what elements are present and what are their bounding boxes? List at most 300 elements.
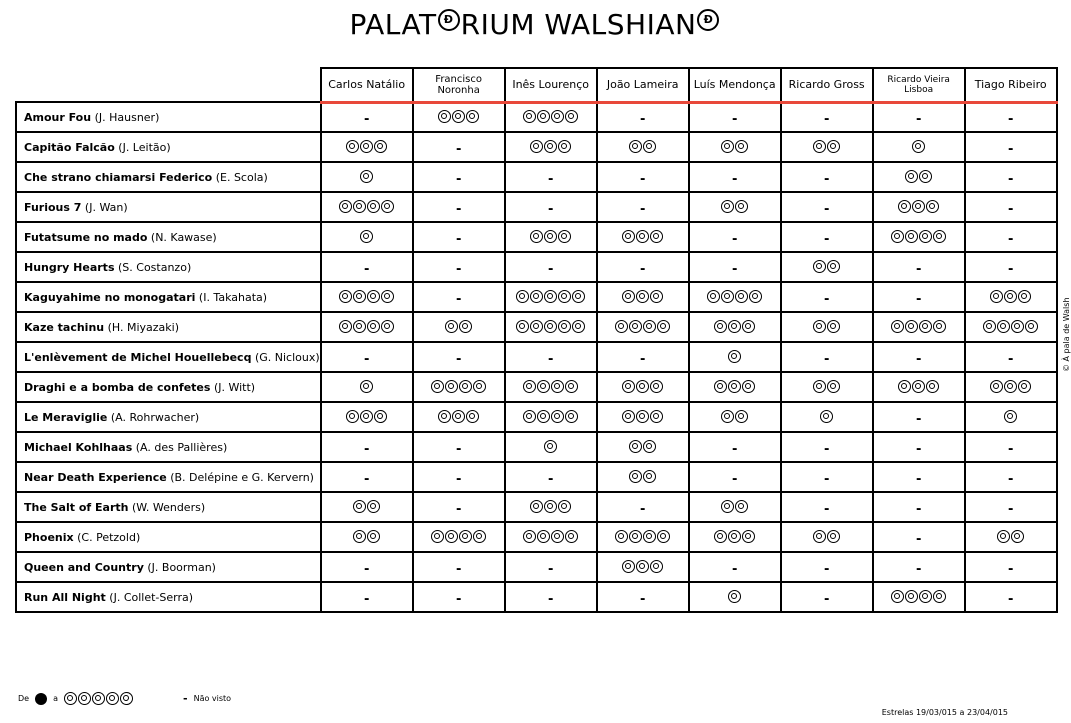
film-cell: [16, 282, 321, 312]
legend: [18, 692, 231, 705]
walsh-star-icon: [813, 380, 826, 393]
walsh-star-icon: [78, 692, 91, 705]
walsh-star-icon: [106, 692, 119, 705]
walsh-star-icon: [452, 410, 465, 423]
not-seen-dash: -: [823, 171, 830, 187]
film-cell: [16, 522, 321, 552]
title-part-2: RIUM WALSHIAN: [460, 8, 697, 41]
star-rating: [622, 230, 663, 243]
walsh-star-icon: [346, 140, 359, 153]
walsh-star-icon: [459, 380, 472, 393]
not-seen-dash: -: [363, 111, 370, 127]
walsh-star-icon: [933, 320, 946, 333]
film-cell: [16, 162, 321, 192]
star-rating: [516, 320, 585, 333]
walsh-star-icon: [537, 410, 550, 423]
rating-cell: [413, 162, 505, 192]
walsh-star-icon: [919, 170, 932, 183]
walsh-star-icon: [1004, 380, 1017, 393]
not-seen-dash: -: [823, 291, 830, 307]
rating-cell: [413, 312, 505, 342]
rating-cell: [781, 522, 873, 552]
not-seen-dash: -: [363, 561, 370, 577]
walsh-star-icon: [990, 290, 1003, 303]
walsh-star-icon: [721, 500, 734, 513]
not-seen-dash: -: [455, 591, 462, 607]
walsh-star-icon: [572, 320, 585, 333]
walsh-star-icon: [558, 290, 571, 303]
not-seen-dash: -: [1007, 261, 1014, 277]
rating-cell: [965, 282, 1057, 312]
star-rating: [360, 380, 373, 393]
rating-cell: [873, 522, 965, 552]
rating-cell: [413, 372, 505, 402]
not-seen-dash: -: [547, 201, 554, 217]
rating-cell: [321, 252, 413, 282]
film-cell: [16, 132, 321, 162]
rating-cell: [505, 162, 597, 192]
star-rating: [360, 170, 373, 183]
film-title: Le Meraviglie: [24, 410, 108, 424]
star-rating: [523, 530, 578, 543]
not-seen-dash: -: [639, 111, 646, 127]
film-title: Capitão Falcão: [24, 140, 115, 154]
walsh-star-icon: [721, 140, 734, 153]
rating-cell: [413, 522, 505, 552]
film-director: (J. Boorman): [147, 560, 216, 574]
film-cell: [16, 372, 321, 402]
not-seen-dash: -: [363, 351, 370, 367]
rating-cell: [597, 552, 689, 582]
walsh-star-icon: [905, 170, 918, 183]
walsh-star-icon: [445, 320, 458, 333]
star-rating: [629, 470, 656, 483]
not-seen-dash: -: [823, 351, 830, 367]
rating-cell: [321, 522, 413, 552]
walsh-star-icon: [926, 380, 939, 393]
copyright-text: © À pala de Walsh: [1062, 297, 1071, 372]
star-rating: [983, 320, 1038, 333]
walsh-star-icon: [735, 500, 748, 513]
not-seen-dash: -: [1007, 501, 1014, 517]
walsh-star-icon: [650, 380, 663, 393]
film-director: (N. Kawase): [150, 230, 217, 244]
rating-cell: [321, 552, 413, 582]
walsh-star-icon: [650, 410, 663, 423]
not-seen-dash: -: [915, 111, 922, 127]
rating-cell: [873, 282, 965, 312]
star-rating: [360, 230, 373, 243]
walsh-star-icon: [735, 200, 748, 213]
legend-not-seen-label: Não visto: [193, 694, 232, 703]
walsh-star-icon: [530, 500, 543, 513]
walsh-star-icon: [997, 530, 1010, 543]
not-seen-dash: -: [547, 471, 554, 487]
walsh-star-icon: [431, 380, 444, 393]
table-row: [16, 342, 1057, 372]
walsh-star-icon: [572, 290, 585, 303]
not-seen-dash: -: [915, 411, 922, 427]
not-seen-dash: -: [915, 441, 922, 457]
table-row: [16, 132, 1057, 162]
walsh-star-icon: [622, 290, 635, 303]
walsh-star-icon: [431, 530, 444, 543]
rating-cell: [781, 402, 873, 432]
film-title: Hungry Hearts: [24, 260, 115, 274]
rating-cell: [781, 462, 873, 492]
star-rating: [353, 530, 380, 543]
walsh-star-icon: [891, 320, 904, 333]
walsh-star-icon: [353, 530, 366, 543]
walsh-star-icon: [615, 530, 628, 543]
rating-cell: [873, 462, 965, 492]
footer-dates: Estrelas 19/03/015 a 23/04/015: [881, 708, 1008, 717]
rating-cell: [413, 432, 505, 462]
rating-cell: [505, 402, 597, 432]
walsh-star-icon: [721, 200, 734, 213]
walsh-star-icon: [905, 590, 918, 603]
not-seen-dash: -: [823, 441, 830, 457]
walsh-star-icon: [537, 380, 550, 393]
rating-cell: [597, 312, 689, 342]
star-rating: [721, 140, 748, 153]
walsh-star-icon: [1025, 320, 1038, 333]
not-seen-dash: -: [1007, 231, 1014, 247]
walsh-star-icon: [374, 410, 387, 423]
film-director: (J. Witt): [213, 380, 256, 394]
walsh-star-icon: [827, 320, 840, 333]
not-seen-dash: -: [547, 261, 554, 277]
walsh-star-icon: [346, 410, 359, 423]
walsh-star-icon: [742, 530, 755, 543]
star-rating: [912, 140, 925, 153]
star-rating: [728, 350, 741, 363]
walsh-star-icon: [813, 530, 826, 543]
not-seen-dash: -: [823, 591, 830, 607]
rating-cell: [689, 342, 781, 372]
not-seen-dash: -: [455, 561, 462, 577]
rating-cell: [321, 102, 413, 132]
table-row: [16, 492, 1057, 522]
star-rating: [813, 140, 840, 153]
walsh-star-icon: [742, 320, 755, 333]
legend-five-stars: [64, 692, 133, 705]
walsh-star-icon: [643, 140, 656, 153]
walsh-star-icon: [353, 320, 366, 333]
walsh-star-icon: [813, 320, 826, 333]
rating-cell: [505, 312, 597, 342]
walsh-star-icon: [64, 692, 77, 705]
star-rating: [721, 410, 748, 423]
rating-cell: [873, 402, 965, 432]
not-seen-dash: -: [639, 591, 646, 607]
rating-cell: [873, 342, 965, 372]
rating-cell: [413, 552, 505, 582]
rating-cell: [873, 222, 965, 252]
not-seen-dash: -: [363, 591, 370, 607]
not-seen-dash: -: [731, 171, 738, 187]
not-seen-dash: -: [639, 351, 646, 367]
rating-cell: [965, 402, 1057, 432]
film-director: (S. Costanzo): [118, 260, 192, 274]
walsh-star-icon: [891, 230, 904, 243]
walsh-star-icon: [728, 350, 741, 363]
star-rating: [714, 530, 755, 543]
rating-cell: [597, 282, 689, 312]
walsh-star-icon: [565, 110, 578, 123]
walsh-star-icon: [339, 200, 352, 213]
rating-cell: [321, 432, 413, 462]
rating-cell: [689, 102, 781, 132]
title-part-1: PALAT: [349, 8, 437, 41]
rating-cell: [689, 312, 781, 342]
not-seen-dash: -: [915, 531, 922, 547]
film-director: (J. Hausner): [94, 110, 160, 124]
rating-cell: [873, 552, 965, 582]
walsh-star-icon: [643, 440, 656, 453]
walsh-star-icon: [473, 530, 486, 543]
film-title: Che strano chiamarsi Federico: [24, 170, 213, 184]
walsh-star-icon: [551, 530, 564, 543]
star-rating: [544, 440, 557, 453]
rating-cell: [597, 342, 689, 372]
film-director: (J. Wan): [84, 200, 128, 214]
walsh-star-icon: [636, 560, 649, 573]
rating-cell: [505, 492, 597, 522]
film-title: Michael Kohlhaas: [24, 440, 133, 454]
rating-cell: [781, 552, 873, 582]
table-body: [16, 102, 1057, 612]
not-seen-dash: -: [455, 291, 462, 307]
table-row: [16, 102, 1057, 132]
legend-to: a: [53, 694, 58, 703]
walsh-star-icon: [629, 320, 642, 333]
walsh-star-icon: [360, 410, 373, 423]
walsh-star-icon: [827, 140, 840, 153]
rating-cell: [965, 342, 1057, 372]
rating-cell: [321, 132, 413, 162]
rating-cell: [321, 402, 413, 432]
star-rating: [339, 320, 394, 333]
table-corner: [16, 68, 321, 102]
rating-cell: [413, 132, 505, 162]
walsh-star-icon: [643, 320, 656, 333]
rating-cell: [505, 432, 597, 462]
star-rating: [353, 500, 380, 513]
rating-cell: [781, 492, 873, 522]
not-seen-dash: -: [731, 261, 738, 277]
rating-cell: [965, 132, 1057, 162]
walsh-star-icon: [728, 590, 741, 603]
rating-cell: [965, 552, 1057, 582]
star-rating: [891, 230, 946, 243]
rating-cell: [689, 522, 781, 552]
film-cell: [16, 402, 321, 432]
not-seen-dash: -: [731, 561, 738, 577]
walsh-star-icon: [997, 320, 1010, 333]
rating-cell: [781, 222, 873, 252]
rating-cell: [597, 522, 689, 552]
walsh-star-icon: [551, 380, 564, 393]
not-seen-dash: -: [1007, 201, 1014, 217]
walsh-star-icon: [367, 320, 380, 333]
walsh-star-icon: [445, 380, 458, 393]
rating-cell: [689, 582, 781, 612]
walsh-star-icon: [530, 290, 543, 303]
walsh-star-icon: [367, 530, 380, 543]
not-seen-dash: -: [731, 111, 738, 127]
rating-cell: [965, 492, 1057, 522]
rating-cell: [597, 252, 689, 282]
star-rating: [339, 290, 394, 303]
rating-cell: [965, 432, 1057, 462]
film-cell: [16, 462, 321, 492]
walsh-star-icon: [473, 380, 486, 393]
rating-cell: [505, 372, 597, 402]
walsh-logo-icon: [438, 9, 460, 31]
walsh-star-icon: [367, 200, 380, 213]
walsh-star-icon: [827, 530, 840, 543]
not-seen-dash: -: [915, 561, 922, 577]
table-row: [16, 402, 1057, 432]
walsh-star-icon: [1011, 320, 1024, 333]
walsh-star-icon: [459, 530, 472, 543]
star-rating: [891, 320, 946, 333]
film-director: (A. des Pallières): [135, 440, 228, 454]
rating-cell: [505, 192, 597, 222]
rating-cell: [965, 252, 1057, 282]
walsh-star-icon: [813, 260, 826, 273]
table-row: [16, 312, 1057, 342]
walsh-star-icon: [714, 380, 727, 393]
walsh-star-icon: [714, 530, 727, 543]
star-rating: [431, 530, 486, 543]
rating-cell: [781, 162, 873, 192]
rating-cell: [781, 102, 873, 132]
critic-header: Inês Lourenço: [505, 68, 597, 102]
rating-cell: [413, 402, 505, 432]
rating-cell: [597, 492, 689, 522]
not-seen-dash: -: [823, 501, 830, 517]
critic-header: Ricardo Gross: [781, 68, 873, 102]
walsh-star-icon: [636, 380, 649, 393]
rating-cell: [781, 312, 873, 342]
rating-cell: [321, 312, 413, 342]
star-rating: [346, 140, 387, 153]
not-seen-dash: -: [915, 471, 922, 487]
not-seen-dash: -: [363, 441, 370, 457]
walsh-star-icon: [657, 320, 670, 333]
rating-cell: [413, 192, 505, 222]
rating-cell: [689, 432, 781, 462]
film-cell: [16, 432, 321, 462]
rating-cell: [873, 102, 965, 132]
film-title: L'enlèvement de Michel Houellebecq: [24, 350, 252, 364]
rating-cell: [965, 162, 1057, 192]
rating-cell: [965, 462, 1057, 492]
walsh-star-icon: [367, 290, 380, 303]
rating-cell: [505, 102, 597, 132]
rating-cell: [413, 102, 505, 132]
star-rating: [813, 530, 840, 543]
walsh-star-icon: [353, 290, 366, 303]
rating-cell: [689, 222, 781, 252]
rating-cell: [505, 462, 597, 492]
rating-cell: [873, 192, 965, 222]
rating-cell: [781, 582, 873, 612]
star-rating: [898, 380, 939, 393]
not-seen-dash: -: [639, 171, 646, 187]
walsh-star-icon: [466, 110, 479, 123]
rating-cell: [597, 132, 689, 162]
star-rating: [530, 230, 571, 243]
not-seen-dash: -: [731, 441, 738, 457]
film-cell: [16, 252, 321, 282]
not-seen-dash: -: [363, 261, 370, 277]
walsh-star-icon: [544, 230, 557, 243]
table-row: [16, 192, 1057, 222]
walsh-star-icon: [120, 692, 133, 705]
film-cell: [16, 192, 321, 222]
rating-cell: [689, 192, 781, 222]
walsh-star-icon: [721, 410, 734, 423]
walsh-star-icon: [905, 230, 918, 243]
rating-cell: [413, 462, 505, 492]
walsh-star-icon: [565, 530, 578, 543]
rating-cell: [781, 432, 873, 462]
walsh-star-icon: [643, 470, 656, 483]
rating-cell: [689, 282, 781, 312]
walsh-star-icon: [551, 110, 564, 123]
walsh-star-icon: [1018, 290, 1031, 303]
walsh-star-icon: [445, 530, 458, 543]
walsh-star-icon: [1018, 380, 1031, 393]
not-seen-dash: -: [455, 171, 462, 187]
rating-cell: [413, 492, 505, 522]
walsh-star-icon: [367, 500, 380, 513]
star-rating: [346, 410, 387, 423]
rating-cell: [597, 222, 689, 252]
rating-cell: [689, 492, 781, 522]
rating-cell: [597, 372, 689, 402]
star-rating: [1004, 410, 1017, 423]
film-director: (J. Leitão): [118, 140, 171, 154]
rating-cell: [413, 342, 505, 372]
walsh-star-icon: [629, 440, 642, 453]
star-rating: [523, 410, 578, 423]
walsh-star-icon: [558, 320, 571, 333]
walsh-star-icon: [360, 230, 373, 243]
rating-cell: [965, 312, 1057, 342]
star-rating: [990, 290, 1031, 303]
film-title: Kaze tachinu: [24, 320, 105, 334]
film-title: Amour Fou: [24, 110, 92, 124]
film-cell: [16, 492, 321, 522]
walsh-star-icon: [339, 290, 352, 303]
not-seen-dash: -: [1007, 591, 1014, 607]
rating-cell: [965, 192, 1057, 222]
walsh-star-icon: [891, 590, 904, 603]
walsh-star-icon: [438, 410, 451, 423]
rating-cell: [505, 522, 597, 552]
rating-cell: [321, 342, 413, 372]
film-title: Futatsume no mado: [24, 230, 148, 244]
film-director: (G. Nicloux): [254, 350, 320, 364]
walsh-star-icon: [360, 380, 373, 393]
rating-cell: [597, 102, 689, 132]
walsh-star-icon: [629, 470, 642, 483]
table-row: [16, 162, 1057, 192]
